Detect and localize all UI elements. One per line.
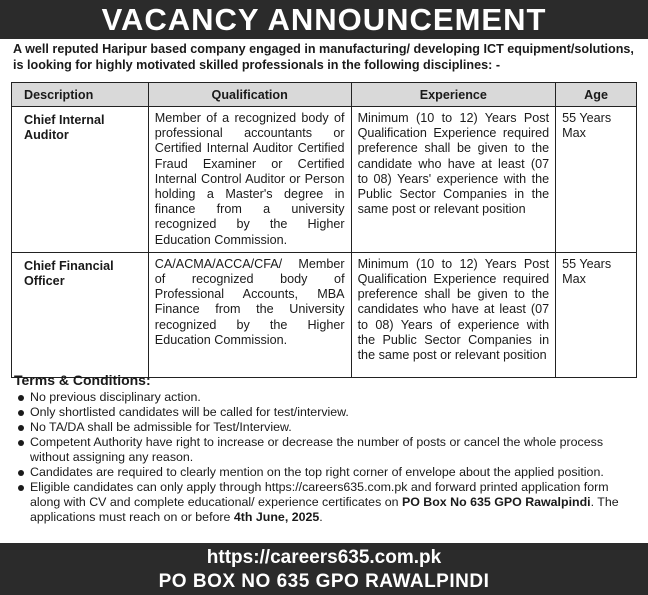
term-text: Candidates are required to clearly mention on the top right corner of envelope about the applied position. (30, 465, 604, 479)
term-text-part: . (319, 510, 323, 524)
position-title: Chief Financial Officer (12, 252, 149, 377)
postal-address: PO Box No 635 GPO Rawalpindi (401, 495, 591, 509)
list-item (14, 390, 640, 405)
experience-cell: Minimum (10 to 12) Years Post Qualification Experience required preference shall be given to the candidate who have at least (07 to 08) Years' experience with the Public Sector Companies in the same post or relevant position (351, 107, 556, 253)
position-title: Chief Internal Auditor (12, 107, 149, 253)
experience-cell: Minimum (10 to 12) Years Post Qualification Experience required preference shall be given to the candidates who have at least (07 to 08) Years of experience with the Public Sector Companies in the same post or relevant position (351, 252, 556, 377)
table-header-row (12, 83, 637, 107)
column-header-qualification: Qualification (148, 83, 351, 107)
title-banner (0, 0, 648, 39)
list-item (14, 420, 640, 435)
bullet-icon (18, 440, 24, 446)
term-text: No previous disciplinary action. (30, 390, 201, 404)
column-header-description: Description (12, 83, 149, 107)
table-row (12, 107, 637, 253)
bullet-icon (18, 485, 24, 491)
term-text: Only shortlisted candidates will be called for test/interview. (30, 405, 349, 419)
terms-list (14, 390, 640, 525)
list-item (14, 480, 640, 525)
column-header-experience: Experience (351, 83, 556, 107)
bullet-icon (18, 395, 24, 401)
bullet-icon (18, 425, 24, 431)
qualification-cell: Member of a recognized body of professional accountants or Certified Internal Auditor Certified Fraud Examiner or Certified Internal Control Auditor or Person holding a Master's degree in finance from a university recognized by the Higher Education Commission. (148, 107, 351, 253)
table-row (12, 252, 637, 377)
po-box-address: PO BOX NO 635 GPO RAWALPINDI (158, 571, 490, 592)
terms-section (14, 372, 640, 525)
term-text: Competent Authority have right to increase or decrease the number of posts or cancel the whole process without assigning any reason. (30, 435, 604, 464)
qualification-cell: CA/ACMA/ACCA/CFA/ Member of recognized body of Professional Accounts, MBA Finance from the University recognized by the Higher Education Commission. (148, 252, 351, 377)
page-title: VACANCY ANNOUNCEMENT (101, 1, 547, 37)
careers-link[interactable]: https://careers635.com.pk (206, 547, 442, 568)
term-text-part: Eligible candidates can only apply through https://careers635.com.pk and forward printed application form along with CV and complete educational/ experience certificates on (30, 480, 609, 509)
age-cell: 55 Years Max (556, 252, 637, 377)
column-header-age: Age (556, 83, 637, 107)
age-cell: 55 Years Max (556, 107, 637, 253)
bullet-icon (18, 470, 24, 476)
deadline-date: 4th June, 2025 (233, 510, 320, 524)
term-text-part: . The applications must reach on or before (30, 495, 619, 524)
footer-banner (0, 543, 648, 595)
term-text: No TA/DA shall be admissible for Test/Interview. (30, 420, 292, 434)
vacancy-table (11, 82, 637, 378)
list-item (14, 435, 640, 465)
terms-heading: Terms & Conditions: (14, 372, 151, 388)
bullet-icon (18, 410, 24, 416)
intro-text: A well reputed Haripur based company engaged in manufacturing/ developing ICT equipment/solutions, is looking for highly motivated skilled professionals in the following disciplines: - (13, 42, 634, 72)
list-item (14, 465, 640, 480)
list-item (14, 405, 640, 420)
